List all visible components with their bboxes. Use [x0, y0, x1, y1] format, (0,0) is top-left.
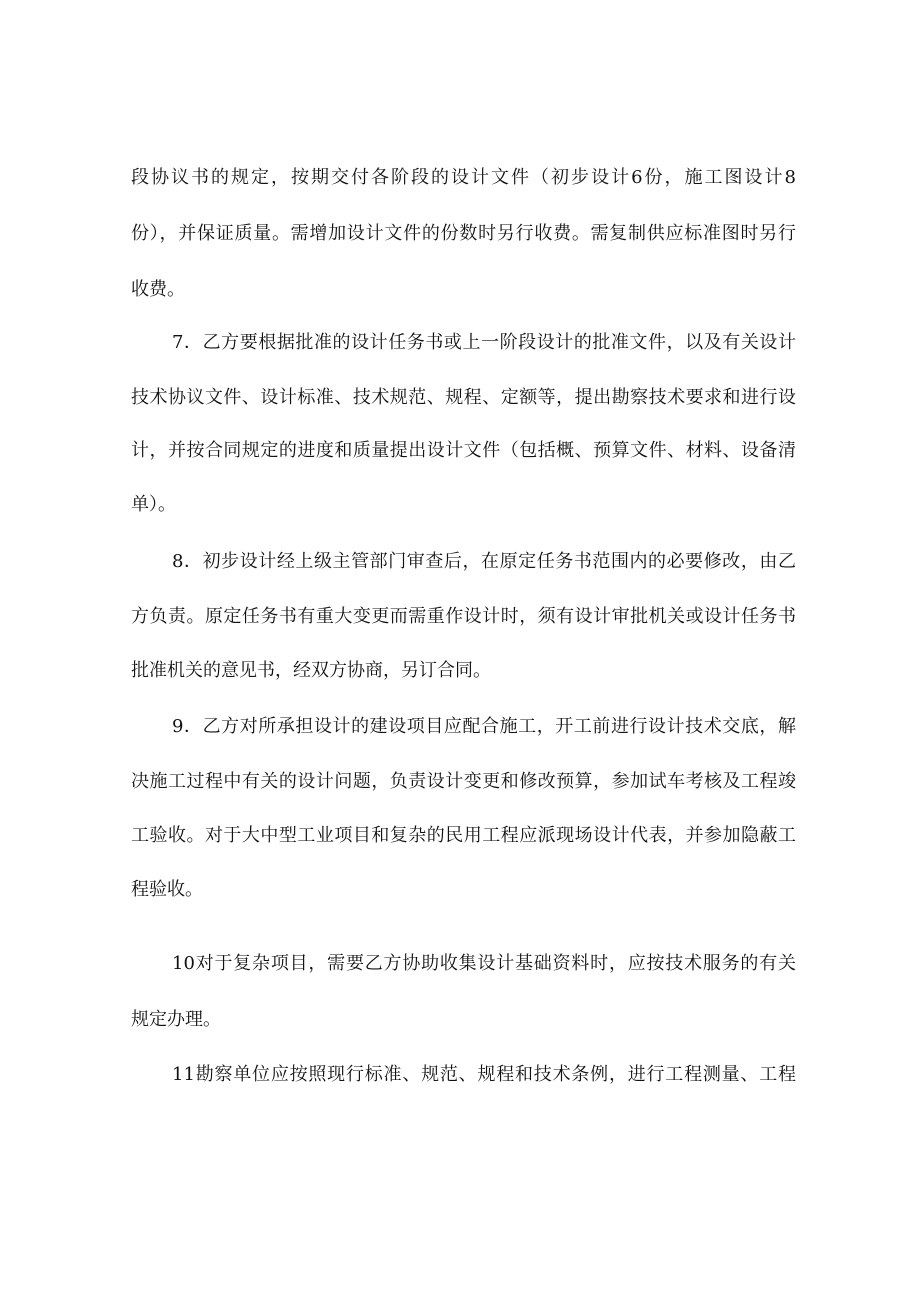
paragraph-1-line-2: 份），并保证质量。需增加设计文件的份数时另行收费。需复制供应标准图时另行 — [131, 223, 796, 244]
paragraph-1-line-3: 收费。 — [131, 279, 185, 300]
paragraph-7-line-2: 技术协议文件、设计标准、技术规范、规程、定额等，提出勘察技术要求和进行设 — [131, 387, 796, 408]
paragraph-10-line-2: 规定办理。 — [131, 1009, 221, 1030]
paragraph-7-line-4: 单）。 — [131, 494, 176, 515]
paragraph-9-line-1: 9．乙方对所承担设计的建设项目应配合施工，开工前进行设计技术交底，解 — [172, 716, 796, 737]
paragraph-8-line-3: 批准机关的意见书，经双方协商，另订合同。 — [131, 660, 491, 681]
paragraph-9-line-3: 工验收。对于大中型工业项目和复杂的民用工程应派现场设计代表，并参加隐蔽工 — [131, 825, 796, 846]
paragraph-7-line-1: 7．乙方要根据批准的设计任务书或上一阶段设计的批准文件，以及有关设计 — [172, 332, 796, 353]
paragraph-10-line-1: 10对于复杂项目，需要乙方协助收集设计基础资料时，应按技术服务的有关 — [172, 953, 796, 974]
paragraph-11-line-1: 11勘察单位应按照现行标准、规范、规程和技术条例，进行工程测量、工程 — [172, 1064, 796, 1085]
paragraph-9-line-4: 程验收。 — [131, 879, 203, 900]
paragraph-8-line-2: 方负责。原定任务书有重大变更而需重作设计时，须有设计审批机关或设计任务书 — [131, 606, 796, 627]
paragraph-7-line-3: 计，并按合同规定的进度和质量提出设计文件（包括概、预算文件、材料、设备清 — [131, 440, 796, 461]
paragraph-9-line-2: 决施工过程中有关的设计问题，负责设计变更和修改预算，参加试车考核及工程竣 — [131, 771, 796, 792]
paragraph-8-line-1: 8．初步设计经上级主管部门审查后，在原定任务书范围内的必要修改，由乙 — [172, 551, 796, 572]
paragraph-1-line-1: 段协议书的规定，按期交付各阶段的设计文件（初步设计6份，施工图设计8 — [131, 167, 796, 188]
